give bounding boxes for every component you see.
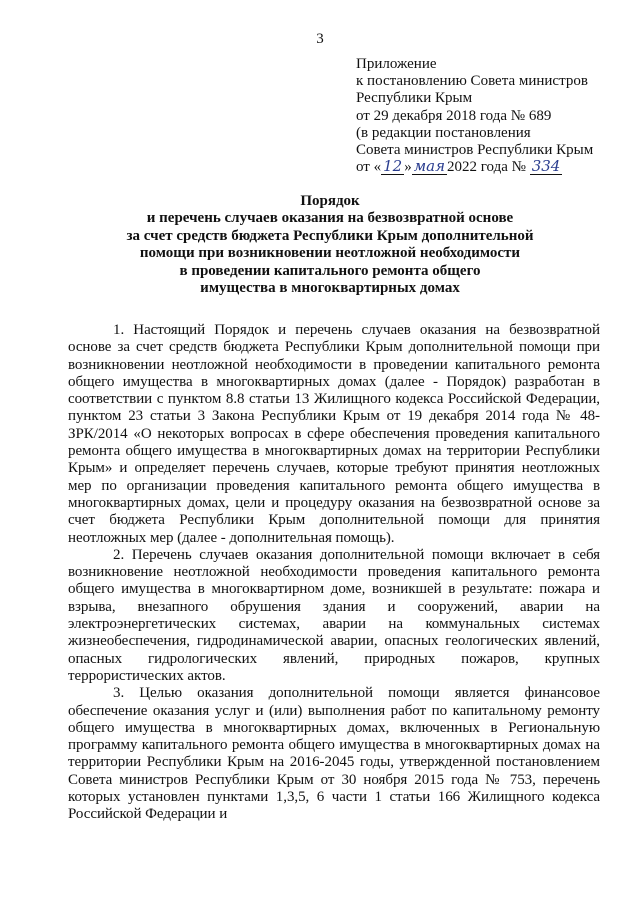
title-line: за счет средств бюджета Республики Крым дополнительной xyxy=(126,227,534,244)
title-line: имущества в многоквартирных домах xyxy=(200,280,460,297)
handwritten-day: 12 xyxy=(383,157,403,176)
appendix-line: от 29 декабря 2018 года № 689 xyxy=(356,107,552,124)
paragraph-3: 3. Целью оказания дополнительной помощи является финансовое обеспечение оказания услуг и (или) выполнения работ по капитальному ремонту общего имущества в многоквартирных домах, включенных в Региональную программу капитального ремонта общего имущества в многоквартирных домах на территории Республики Крым на 2016-2045 годы, утвержденной постановлением Совета министров Республики Крым от 30 ноября 2015 года № 753, перечень которых установлен пунктами 1,3,5, 6 части 1 статьи 166 Жилищного кодекса Российской Федерации и xyxy=(68,685,600,823)
date-prefix: от « xyxy=(356,159,382,176)
document-title xyxy=(60,193,600,297)
appendix-line: Приложение xyxy=(356,56,437,72)
date-mid: » xyxy=(404,159,412,176)
date-year: 2022 года № xyxy=(447,159,530,176)
paragraph-1: 1. Настоящий Порядок и перечень случаев оказания на безвозвратной основе за счет средств бюджета Республики Крым дополнительной помощи при возникновении неотложной необходимости в проведении капитального ремонта общего имущества в многоквартирных домах (далее - Порядок) разработан в соответствии с пунктом 8.8 статьи 13 Жилищного кодекса Российской Федерации, пунктом 23 статьи 3 Закона Республики Крым от 19 декабря 2014 года № 48-ЗРК/2014 «О некоторых вопросах в сфере обеспечения проведения капитального ремонта общего имущества в многоквартирных домах на территории Республики Крым» и определяет перечень случаев, которые требуют принятия неотложных мер по организации проведения капитального ремонта общего имущества в многоквартирных домах, цели и процедуру оказания на безвозвратной основе за счет бюджета Республики Крым дополнительной помощи для принятия неотложных мер (далее - дополнительная помощь). xyxy=(68,322,600,546)
title-line: и перечень случаев оказания на безвозвратной основе xyxy=(146,210,514,227)
appendix-line: к постановлению Совета министров xyxy=(356,73,588,90)
document-body xyxy=(68,322,600,824)
paragraph-2: 2. Перечень случаев оказания дополнительной помощи включает в себя возникновение неотложной необходимости проведения капитального ремонта общего имущества в многоквартирном доме, возникшей в результате: пожара и взрыва, внезапного обрушения здания и сооружений, аварии на электроэнергетических системах, аварии на коммунальных системах жизнеобеспечения, гидродинамической аварии, опасных геологических явлений, опасных гидрологических явлений, природных пожаров, крупных террористических актов. xyxy=(68,546,600,684)
handwritten-number: 334 xyxy=(531,157,561,176)
appendix-line: Республики Крым xyxy=(356,90,473,107)
appendix-line: (в редакции постановления xyxy=(356,124,531,141)
appendix-line: Совета министров Республики Крым xyxy=(356,142,594,159)
title-line: помощи при возникновении неотложной необходимости xyxy=(139,245,521,262)
title-line: Порядок xyxy=(300,193,360,209)
title-line: в проведении капитального ремонта общего xyxy=(179,262,481,279)
page-number: 3 xyxy=(316,31,324,47)
handwritten-month: мая xyxy=(413,157,446,176)
appendix-date-line xyxy=(356,159,636,176)
appendix-header xyxy=(356,56,636,176)
